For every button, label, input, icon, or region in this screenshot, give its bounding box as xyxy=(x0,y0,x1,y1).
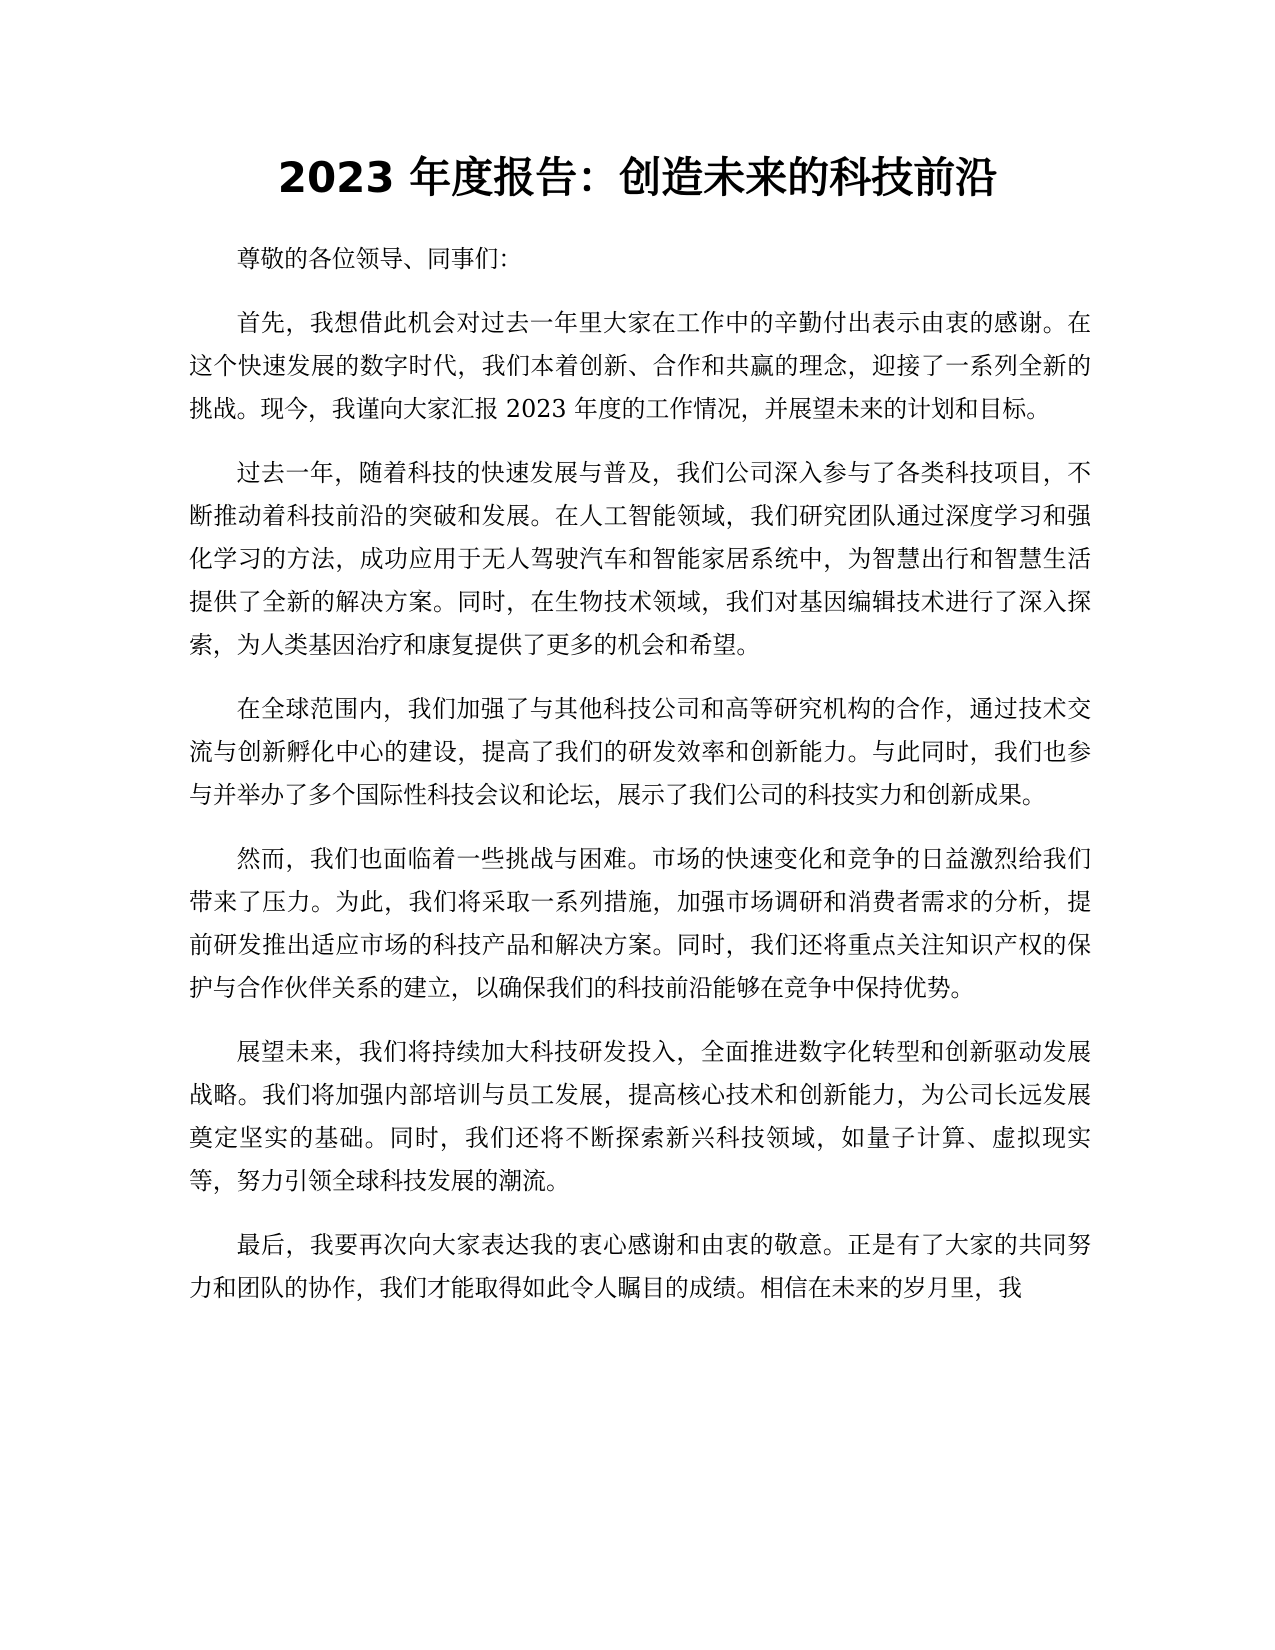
document-title: 2023 年度报告：创造未来的科技前沿 xyxy=(277,153,998,202)
body-paragraph: 在全球范围内，我们加强了与其他科技公司和高等研究机构的合作，通过技术交流与创新孵化中心的建设，提高了我们的研发效率和创新能力。与此同时，我们也参与并举办了多个国际性科技会议和论坛，展示了我们公司的科技实力和创新成果。 xyxy=(189,695,1091,809)
document-body xyxy=(189,238,1091,1331)
salutation-paragraph: 尊敬的各位领导、同事们： xyxy=(236,245,523,273)
body-paragraph: 然而，我们也面临着一些挑战与困难。市场的快速变化和竞争的日益激烈给我们带来了压力。为此，我们将采取一系列措施，加强市场调研和消费者需求的分析，提前研发推出适应市场的科技产品和解决方案。同时，我们还将重点关注知识产权的保护与合作伙伴关系的建立，以确保我们的科技前沿能够在竞争中保持优势。 xyxy=(189,845,1091,1002)
body-paragraph: 首先，我想借此机会对过去一年里大家在工作中的辛勤付出表示由衷的感谢。在这个快速发展的数字时代，我们本着创新、合作和共赢的理念，迎接了一系列全新的挑战。现今，我谨向大家汇报 2023 年度的工作情况，并展望未来的计划和目标。 xyxy=(189,309,1091,423)
body-paragraph: 展望未来，我们将持续加大科技研发投入，全面推进数字化转型和创新驱动发展战略。我们将加强内部培训与员工发展，提高核心技术和创新能力，为公司长远发展奠定坚实的基础。同时，我们还将不断探索新兴科技领域，如量子计算、虚拟现实等，努力引领全球科技发展的潮流。 xyxy=(189,1038,1091,1195)
body-paragraph: 过去一年，随着科技的快速发展与普及，我们公司深入参与了各类科技项目，不断推动着科技前沿的突破和发展。在人工智能领域，我们研究团队通过深度学习和强化学习的方法，成功应用于无人驾驶汽车和智能家居系统中，为智慧出行和智慧生活提供了全新的解决方案。同时，在生物技术领域，我们对基因编辑技术进行了深入探索，为人类基因治疗和康复提供了更多的机会和希望。 xyxy=(189,459,1091,659)
body-paragraph: 最后，我要再次向大家表达我的衷心感谢和由衷的敬意。正是有了大家的共同努力和团队的协作，我们才能取得如此令人瞩目的成绩。相信在未来的岁月里，我 xyxy=(189,1231,1091,1302)
